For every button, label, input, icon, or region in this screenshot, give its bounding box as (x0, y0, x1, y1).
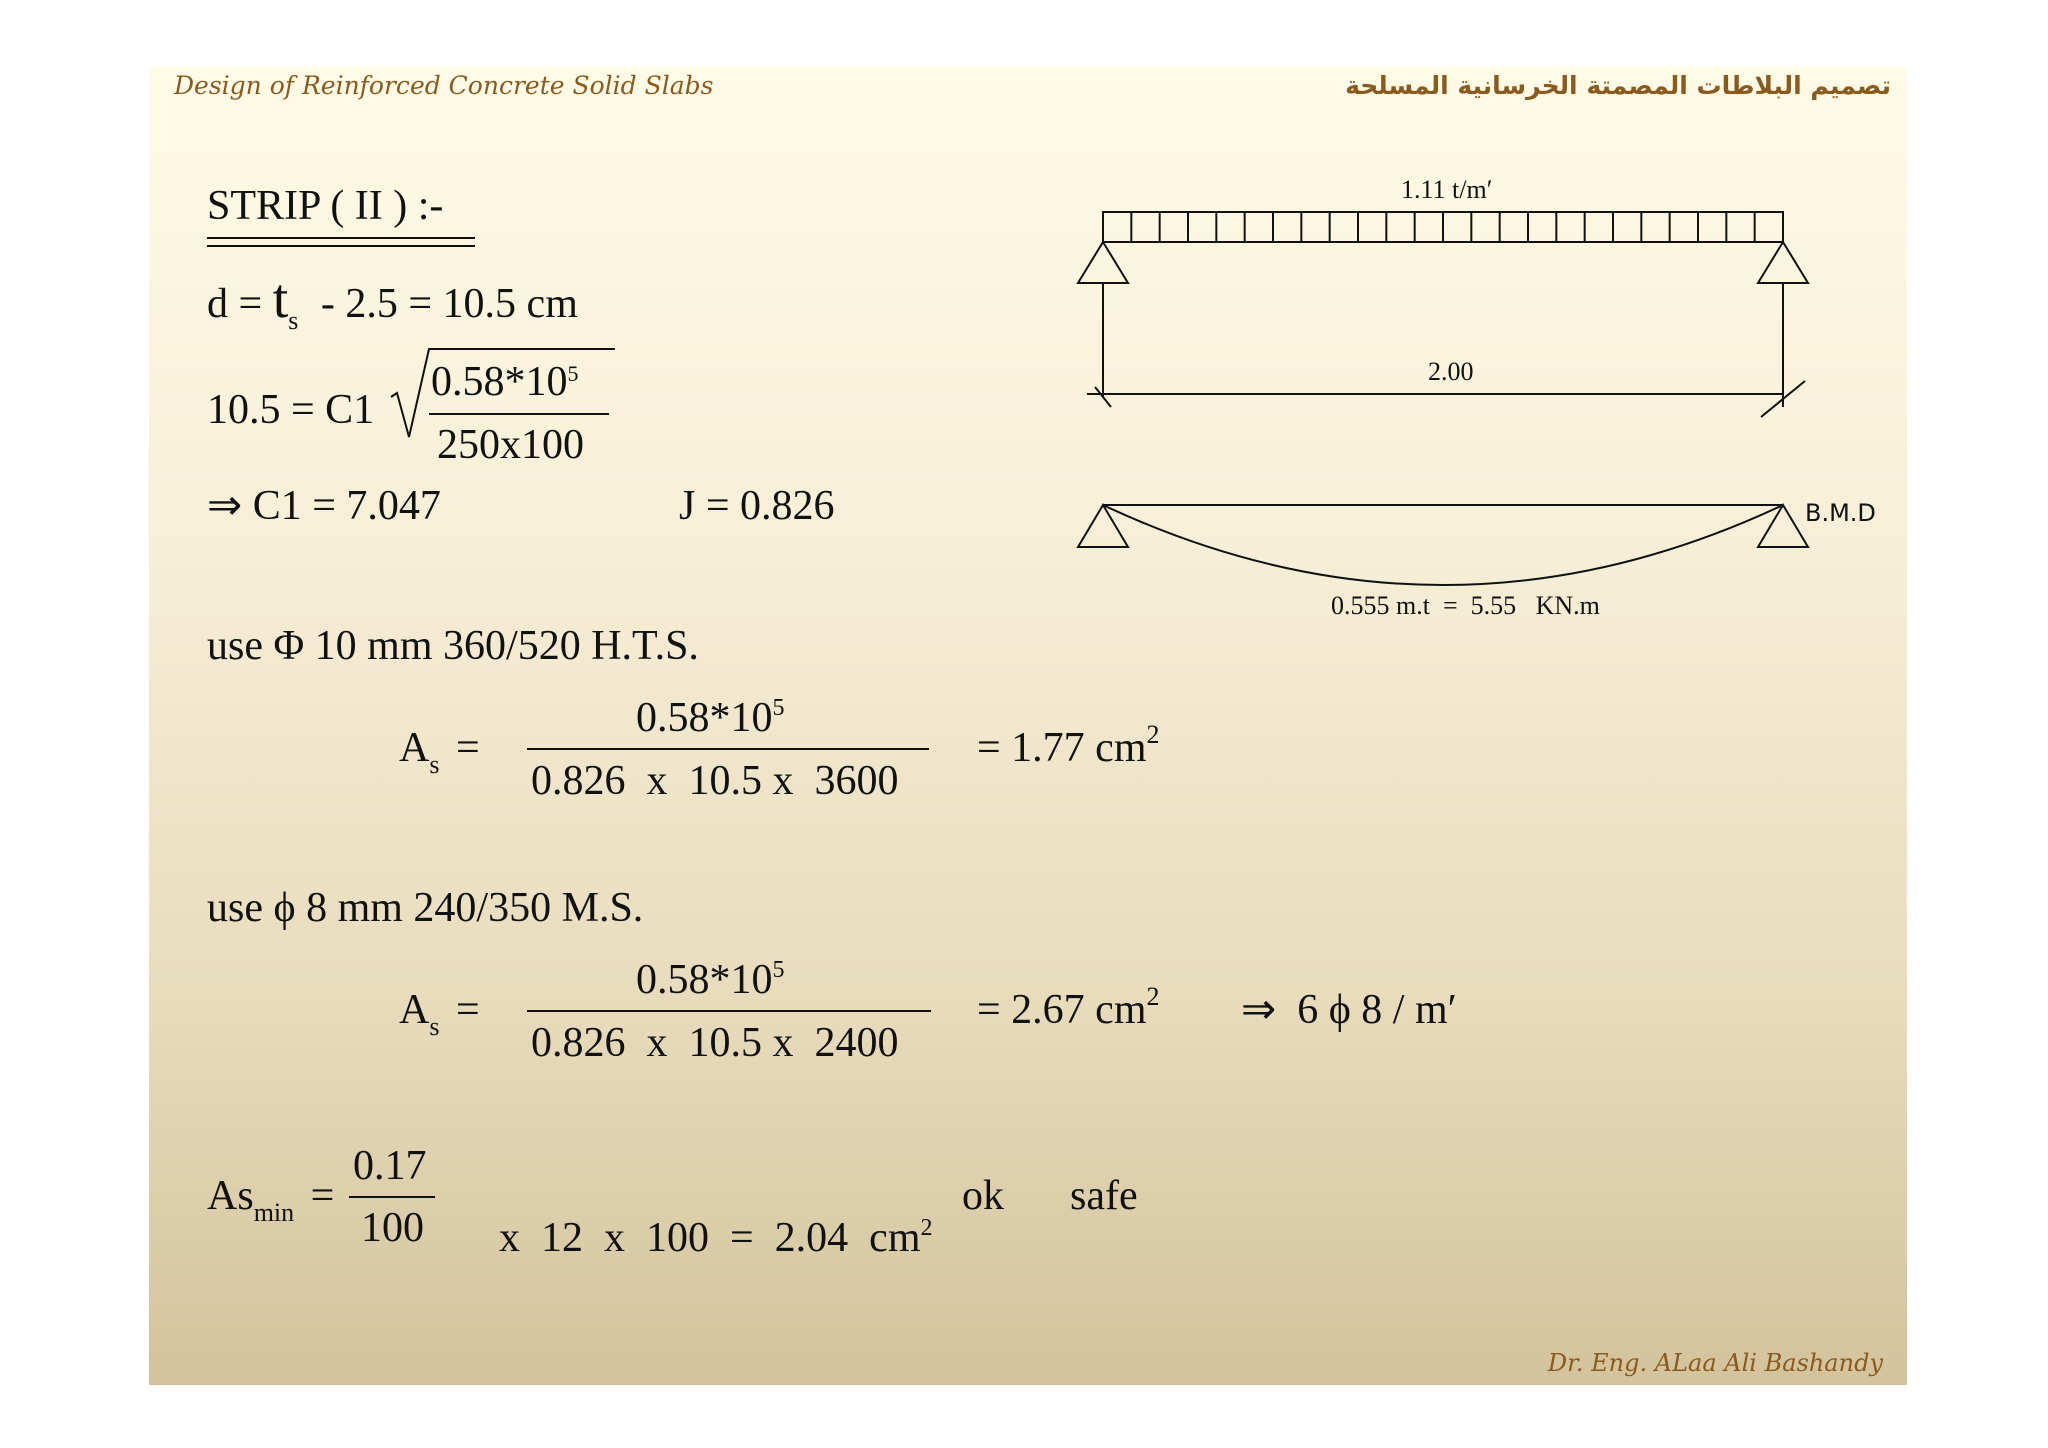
bmd-label: B.M.D (1805, 499, 1876, 527)
slide (149, 67, 1907, 1385)
ms-numerator: $0.58*10^5$ (636, 957, 785, 1003)
header-left-title: Design of Reinforced Concrete Solid Slabs (174, 71, 714, 100)
hts-as-label: $A_s$ = (399, 725, 480, 779)
ms-result: = 2.67 $cm^2$ (977, 982, 1160, 1033)
right-support-icon (1758, 242, 1808, 407)
asmin-numerator: 0.17 (353, 1143, 427, 1189)
hts-use-line: use Φ 10 mm 360/520 H.T.S. (207, 623, 699, 669)
distributed-load (1103, 212, 1783, 242)
d-equation-t: t (272, 268, 289, 330)
ms-denominator: 0.826 x 10.5 x 2400 (531, 1020, 899, 1066)
hts-denominator: 0.826 x 10.5 x 3600 (531, 758, 899, 804)
load-label: 1.11 t/m′ (1401, 175, 1493, 204)
d-equation-rest: - 2.5 = 10.5 cm (320, 281, 578, 327)
ms-as-label: $A_s$ = (399, 987, 480, 1041)
j-value: J = 0.826 (679, 483, 835, 529)
ms-fraction-line (527, 1010, 931, 1012)
hts-result: = 1.77 $cm^2$ (977, 720, 1160, 771)
bmd-curve (1103, 505, 1783, 585)
hts-fraction-line (527, 748, 929, 750)
moment-label: 0.555 m.t = 5.55 KN.m (1331, 591, 1600, 620)
strip-title: STRIP ( II ) :- (207, 183, 444, 229)
bmd-support-right-icon (1758, 505, 1808, 547)
asmin-safe: safe (1070, 1173, 1138, 1219)
left-support-icon (1078, 242, 1128, 397)
beam-diagram (149, 67, 1907, 707)
asmin-denominator: 100 (361, 1205, 424, 1251)
c1-denominator: 250x100 (437, 422, 584, 468)
asmin-ok: ok (962, 1173, 1004, 1219)
asmin-fraction-line (349, 1196, 435, 1198)
d-equation-lhs: d = (207, 281, 263, 327)
ms-use-line: use ϕ 8 mm 240/350 M.S. (207, 885, 644, 931)
c1-result: ⇒ C1 = 7.047 (207, 483, 441, 529)
d-equation-t-sub: s (288, 306, 299, 335)
ms-bars: ⇒ 6 ϕ 8 / m′ (1241, 987, 1457, 1033)
c1-equation-lhs: 10.5 = C1 (207, 387, 375, 433)
bmd-support-left-icon (1078, 505, 1128, 547)
footer-author: Dr. Eng. ALaa Ali Bashandy (1547, 1349, 1883, 1377)
asmin-rest: x 12 x 100 = 2.04 $cm^2$ (499, 1215, 933, 1261)
c1-numerator: $0.58*10^5$ (431, 359, 579, 405)
hts-numerator: $0.58*10^5$ (636, 695, 785, 741)
asmin-label: $As_{min}$ = (207, 1173, 335, 1227)
span-label: 2.00 (1428, 357, 1474, 386)
header-right-title: تصميم البلاطات المصمتة الخرسانية المسلحة (1345, 71, 1891, 100)
